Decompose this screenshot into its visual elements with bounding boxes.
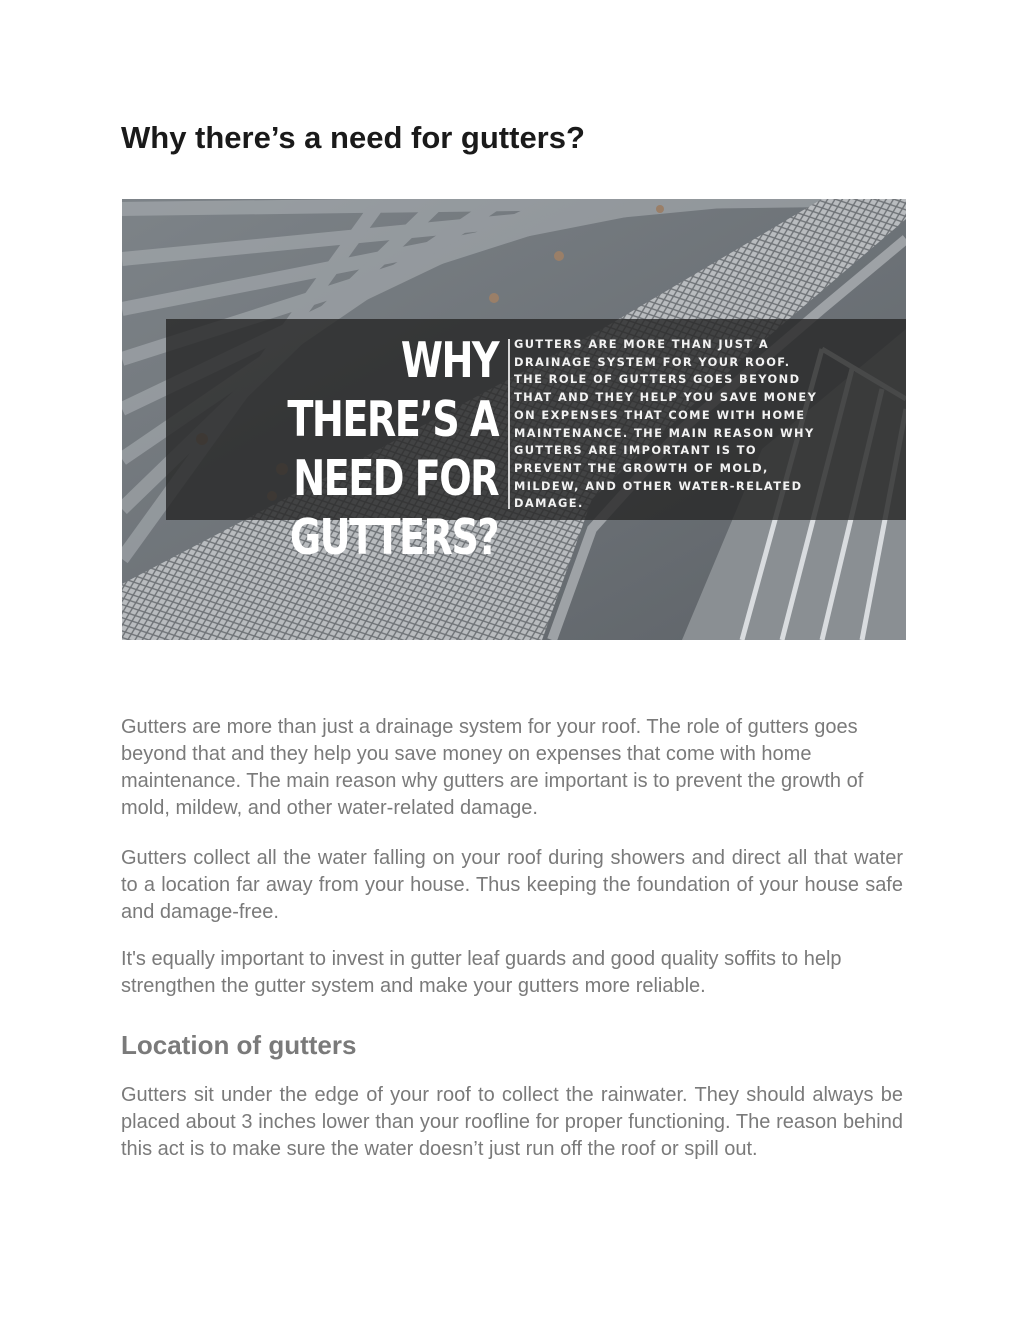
- hero-image: [122, 199, 906, 640]
- paragraph-intro: Gutters are more than just a drainage system for your roof. The role of gutters goes beyond that and they help you save money on expenses that come with home maintenance. The main reason why gutters are important is to prevent the growth of mold, mildew, and other water-related damage.: [121, 716, 864, 819]
- paragraph-location: Gutters sit under the edge of your roof to collect the rainwater. They should always be placed about 3 inches lower than your roofline for proper functioning. The reason behind this act is to make sure the water doesn’t just run off the roof or spill out.: [121, 1084, 903, 1160]
- hero-headline: [267, 331, 498, 567]
- paragraph-collect: Gutters collect all the water falling on your roof during showers and direct all that water to a location far away from your house. Thus keeping the foundation of your house safe and damage-free.: [121, 847, 903, 923]
- hero-headline-line-3: GUTTERS?: [289, 509, 498, 566]
- hero-divider: [508, 339, 510, 509]
- section-heading-location: Location of gutters: [121, 1030, 357, 1060]
- page-title: Why there’s a need for gutters?: [121, 120, 585, 155]
- hero-headline-line-1: WHY THERE’S A: [287, 332, 498, 448]
- hero-headline-line-2: NEED FOR: [293, 450, 498, 507]
- paragraph-leaf-guards: It's equally important to invest in gutter leaf guards and good quality soffits to help strengthen the gutter system and make your gutters more reliable.: [121, 948, 842, 997]
- hero-body-text: GUTTERS ARE MORE THAN JUST A DRAINAGE SYSTEM FOR YOUR ROOF. THE ROLE OF GUTTERS GOES BEYOND THAT AND THEY HELP YOU SAVE MONEY ON EXPENSES THAT COME WITH HOME MAINTENANCE. THE MAIN REASON WHY GUTTERS ARE IMPORTANT IS TO PREVENT THE GROWTH OF MOLD, MILDEW, AND OTHER WATER-RELATED DAMAGE.: [514, 337, 818, 511]
